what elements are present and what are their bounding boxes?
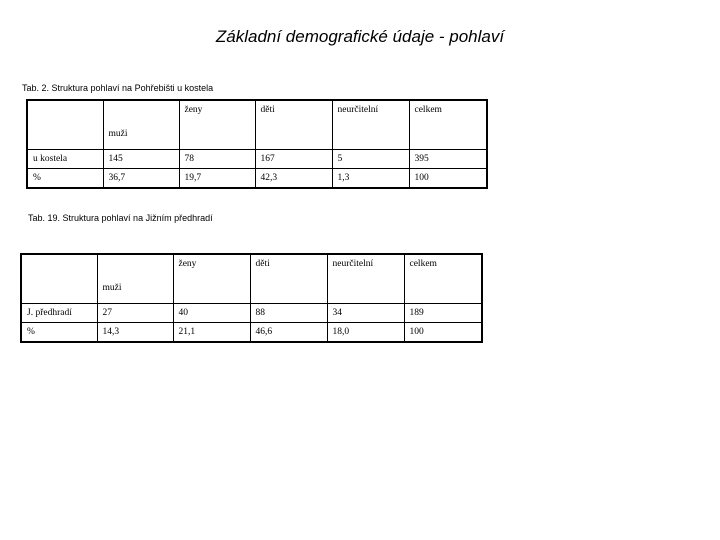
table-cell: 18,0: [327, 323, 404, 343]
header-cell-muzi: muži: [97, 254, 173, 304]
header-cell-celkem: celkem: [404, 254, 482, 304]
table-1: [26, 99, 488, 189]
table-header-row: [21, 254, 482, 304]
table-cell: 40: [173, 304, 250, 323]
table-cell: 27: [97, 304, 173, 323]
header-cell-celkem: celkem: [409, 100, 487, 150]
header-cell-deti: děti: [250, 254, 327, 304]
table-cell: 46,6: [250, 323, 327, 343]
table-row: [27, 150, 487, 169]
table-cell: 36,7: [103, 169, 179, 189]
table-cell: 88: [250, 304, 327, 323]
header-cell-zeny: ženy: [173, 254, 250, 304]
table-cell: 189: [404, 304, 482, 323]
table-header-row: [27, 100, 487, 150]
table-row: [21, 323, 482, 343]
table-cell: 19,7: [179, 169, 255, 189]
row-label-cell: u kostela: [27, 150, 103, 169]
table-cell: 1,3: [332, 169, 409, 189]
table-1-caption: Tab. 2. Struktura pohlaví na Pohřebišti u kostela: [22, 83, 214, 93]
table-cell: 395: [409, 150, 487, 169]
table-cell: 5: [332, 150, 409, 169]
header-cell-empty: [27, 100, 103, 150]
header-cell-zeny: ženy: [179, 100, 255, 150]
row-label-cell: J. předhradí: [21, 304, 97, 323]
page-title: Základní demografické údaje - pohlaví: [215, 27, 505, 46]
table-cell: 14,3: [97, 323, 173, 343]
table-cell: 100: [409, 169, 487, 189]
header-cell-neurcitelni: neurčitelní: [327, 254, 404, 304]
table-cell: 21,1: [173, 323, 250, 343]
header-cell-empty: [21, 254, 97, 304]
table-row: [21, 304, 482, 323]
table-2: [20, 253, 483, 343]
table-cell: 78: [179, 150, 255, 169]
table-cell: 100: [404, 323, 482, 343]
row-label-cell: %: [21, 323, 97, 343]
table-row: [27, 169, 487, 189]
table-cell: 145: [103, 150, 179, 169]
row-label-cell: %: [27, 169, 103, 189]
header-cell-neurcitelni: neurčitelní: [332, 100, 409, 150]
table-2-caption: Tab. 19. Struktura pohlaví na Jižním předhradí: [28, 213, 213, 223]
header-cell-muzi: muži: [103, 100, 179, 150]
table-cell: 42,3: [255, 169, 332, 189]
table-cell: 34: [327, 304, 404, 323]
header-cell-deti: děti: [255, 100, 332, 150]
table-cell: 167: [255, 150, 332, 169]
